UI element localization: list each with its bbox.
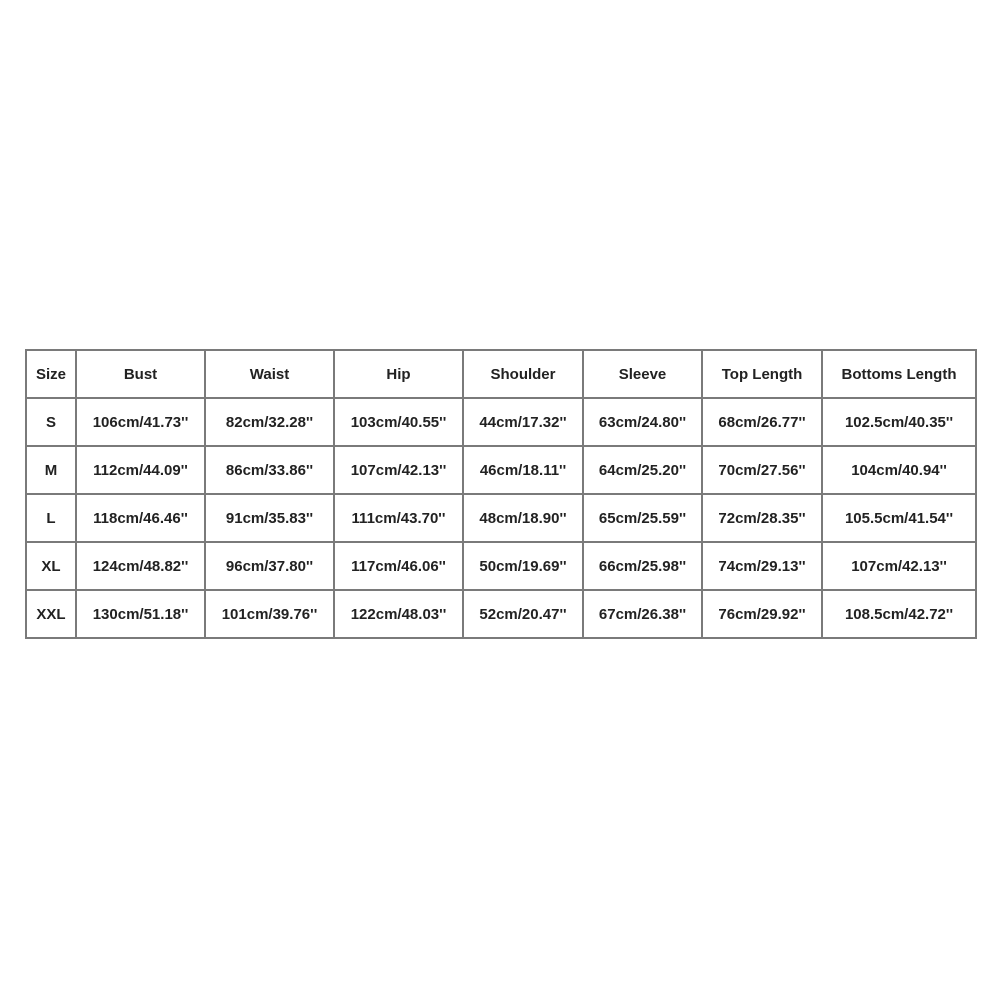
header-hip: Hip bbox=[334, 350, 463, 398]
header-bust: Bust bbox=[76, 350, 205, 398]
header-top-length: Top Length bbox=[702, 350, 822, 398]
shoulder-cell: 46cm/18.11'' bbox=[463, 446, 583, 494]
shoulder-cell: 44cm/17.32'' bbox=[463, 398, 583, 446]
size-chart-table bbox=[25, 349, 977, 639]
bust-cell: 112cm/44.09'' bbox=[76, 446, 205, 494]
waist-cell: 86cm/33.86'' bbox=[205, 446, 334, 494]
header-bottoms-length: Bottoms Length bbox=[822, 350, 976, 398]
bottoms-length-cell: 107cm/42.13'' bbox=[822, 542, 976, 590]
hip-cell: 103cm/40.55'' bbox=[334, 398, 463, 446]
top-length-cell: 72cm/28.35'' bbox=[702, 494, 822, 542]
size-cell: S bbox=[26, 398, 76, 446]
table-row bbox=[26, 590, 976, 638]
table-row bbox=[26, 398, 976, 446]
shoulder-cell: 52cm/20.47'' bbox=[463, 590, 583, 638]
hip-cell: 117cm/46.06'' bbox=[334, 542, 463, 590]
hip-cell: 122cm/48.03'' bbox=[334, 590, 463, 638]
waist-cell: 91cm/35.83'' bbox=[205, 494, 334, 542]
size-cell: XL bbox=[26, 542, 76, 590]
bust-cell: 106cm/41.73'' bbox=[76, 398, 205, 446]
header-row bbox=[26, 350, 976, 398]
bottoms-length-cell: 105.5cm/41.54'' bbox=[822, 494, 976, 542]
sleeve-cell: 66cm/25.98'' bbox=[583, 542, 702, 590]
sleeve-cell: 64cm/25.20'' bbox=[583, 446, 702, 494]
sleeve-cell: 63cm/24.80'' bbox=[583, 398, 702, 446]
top-length-cell: 70cm/27.56'' bbox=[702, 446, 822, 494]
bottoms-length-cell: 102.5cm/40.35'' bbox=[822, 398, 976, 446]
table-row bbox=[26, 494, 976, 542]
size-cell: M bbox=[26, 446, 76, 494]
size-cell: L bbox=[26, 494, 76, 542]
header-waist: Waist bbox=[205, 350, 334, 398]
top-length-cell: 74cm/29.13'' bbox=[702, 542, 822, 590]
sleeve-cell: 67cm/26.38'' bbox=[583, 590, 702, 638]
waist-cell: 96cm/37.80'' bbox=[205, 542, 334, 590]
bust-cell: 130cm/51.18'' bbox=[76, 590, 205, 638]
bottoms-length-cell: 108.5cm/42.72'' bbox=[822, 590, 976, 638]
waist-cell: 101cm/39.76'' bbox=[205, 590, 334, 638]
waist-cell: 82cm/32.28'' bbox=[205, 398, 334, 446]
bottoms-length-cell: 104cm/40.94'' bbox=[822, 446, 976, 494]
header-sleeve: Sleeve bbox=[583, 350, 702, 398]
sleeve-cell: 65cm/25.59'' bbox=[583, 494, 702, 542]
hip-cell: 111cm/43.70'' bbox=[334, 494, 463, 542]
shoulder-cell: 48cm/18.90'' bbox=[463, 494, 583, 542]
size-cell: XXL bbox=[26, 590, 76, 638]
bust-cell: 124cm/48.82'' bbox=[76, 542, 205, 590]
hip-cell: 107cm/42.13'' bbox=[334, 446, 463, 494]
header-shoulder: Shoulder bbox=[463, 350, 583, 398]
table-row bbox=[26, 446, 976, 494]
bust-cell: 118cm/46.46'' bbox=[76, 494, 205, 542]
header-size: Size bbox=[26, 350, 76, 398]
top-length-cell: 76cm/29.92'' bbox=[702, 590, 822, 638]
top-length-cell: 68cm/26.77'' bbox=[702, 398, 822, 446]
shoulder-cell: 50cm/19.69'' bbox=[463, 542, 583, 590]
table-row bbox=[26, 542, 976, 590]
